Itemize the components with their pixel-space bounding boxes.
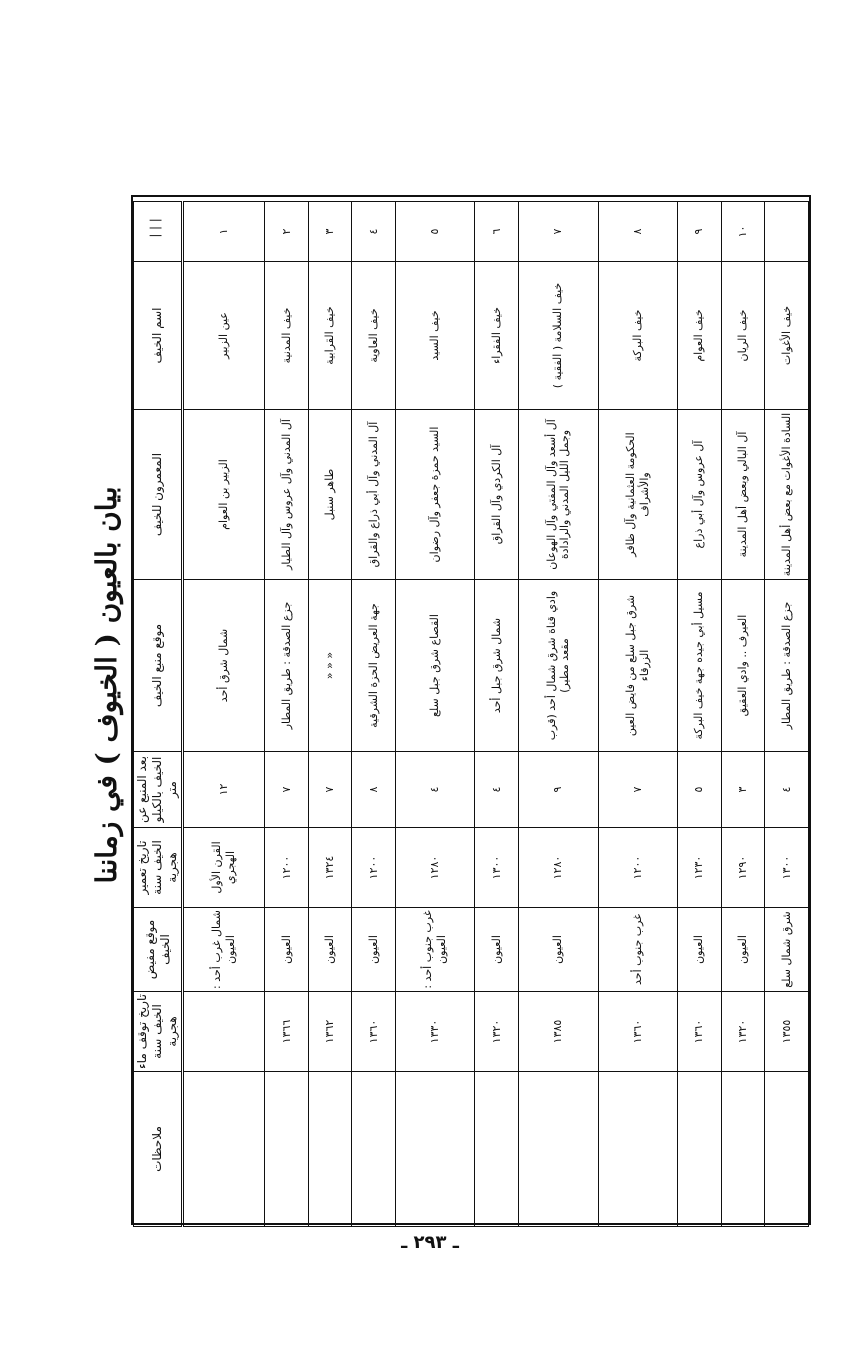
distance-km-cell: ٥: [678, 752, 722, 828]
outlet-location-cell: العيون: [678, 908, 722, 992]
built-year-cell: ١٣٢٤: [308, 828, 352, 908]
header-notes: ملاحظات: [134, 1072, 183, 1227]
row-number-cell: ٣: [308, 202, 352, 262]
distance-km-cell: ١٢: [183, 752, 265, 828]
table-row: [308, 202, 352, 1227]
distance-km-cell: ٤: [475, 752, 519, 828]
outlet-location-cell: شمال غرب أحد : العيون: [183, 908, 265, 992]
builders-cell: السيد حمزة جعفر وآل رضوان: [395, 410, 474, 580]
table-row: [475, 202, 519, 1227]
header-outlet: موقع مفيض الخيف: [134, 908, 183, 992]
header-index: [134, 202, 183, 262]
table-body: [183, 202, 809, 1227]
stopped-year-cell: ١٣٦٢: [308, 992, 352, 1072]
spring-name-cell: عين الزبير: [183, 262, 265, 410]
stopped-year-cell: ١٣٦٠: [352, 992, 396, 1072]
row-number-cell: ٦: [475, 202, 519, 262]
builders-cell: آل أسعد وآل المفتي وآل الهوعان وجمل الليل المدني والرادادة: [519, 410, 598, 580]
distance-km-cell: ٩: [519, 752, 598, 828]
stopped-year-cell: ١٣٢٠: [475, 992, 519, 1072]
spring-name-cell: خيف العوام: [678, 262, 722, 410]
stopped-year-cell: ١٣٦٦: [265, 992, 309, 1072]
source-location-cell: القصاع شرق جبل سلع: [395, 580, 474, 752]
spring-name-cell: خيف السيد: [395, 262, 474, 410]
page-title: بيان بالعيون ( الخيوف ) في زماننا: [90, 486, 123, 884]
row-number-cell: ٩: [678, 202, 722, 262]
row-number-cell: ٢: [265, 202, 309, 262]
table-row: [765, 202, 809, 1227]
builders-cell: طاهر سنبل: [308, 410, 352, 580]
builders-cell: آل البالي وبعض أهل المدينة: [721, 410, 765, 580]
table-row: [395, 202, 474, 1227]
row-number-cell: ٤: [352, 202, 396, 262]
outlet-location-cell: غرب جنوب أحد : العيون: [395, 908, 474, 992]
source-location-cell: العيرف .. وادي العقيق: [721, 580, 765, 752]
rotated-table-container: [133, 197, 813, 1227]
spring-name-cell: خيف البركة: [598, 262, 677, 410]
spring-name-cell: خيف العاوية: [352, 262, 396, 410]
header-name: اسم الخيف: [134, 262, 183, 410]
table-row: [598, 202, 677, 1227]
header-built: تاريخ تعمير الخيف سنة هجرية: [134, 828, 183, 908]
notes-cell: [721, 1072, 765, 1227]
page-number: ـ ٢٩٣ ـ: [401, 1232, 459, 1253]
row-number-cell: ٨: [598, 202, 677, 262]
builders-cell: الزبير بن العوام: [183, 410, 265, 580]
built-year-cell: ١٢٠٠: [265, 828, 309, 908]
builders-cell: آل المدني وآل أبي ذراع والقراق: [352, 410, 396, 580]
notes-cell: [475, 1072, 519, 1227]
outlet-location-cell: العيون: [475, 908, 519, 992]
notes-cell: [765, 1072, 809, 1227]
table-row: [265, 202, 309, 1227]
row-number-cell: ٥: [395, 202, 474, 262]
distance-km-cell: ٤: [765, 752, 809, 828]
outlet-location-cell: غرب جنوب أحد: [598, 908, 677, 992]
stopped-year-cell: ١٣٢٠: [721, 992, 765, 1072]
builders-cell: الحكومة العثمانية وآل ظافر والأشراف: [598, 410, 677, 580]
notes-cell: [265, 1072, 309, 1227]
builders-cell: آل المدني وآل عروس وآل الطيار: [265, 410, 309, 580]
built-year-cell: ١٢٨٠: [519, 828, 598, 908]
springs-table: [133, 201, 809, 1227]
header-builders: المعمرون للخيف: [134, 410, 183, 580]
spring-name-cell: خيف الريان: [721, 262, 765, 410]
table-frame: [131, 195, 811, 1225]
notes-cell: [308, 1072, 352, 1227]
row-number-cell: ٧: [519, 202, 598, 262]
source-location-cell: جهة العريض الحزة الشرقية: [352, 580, 396, 752]
header-stopped: تاريخ توقف ماء الخيف سنة هجرية: [134, 992, 183, 1072]
source-location-cell: « « «: [308, 580, 352, 752]
distance-km-cell: ٤: [395, 752, 474, 828]
table-row: [678, 202, 722, 1227]
builders-cell: آل عروس وآل أبي ذراع: [678, 410, 722, 580]
distance-km-cell: ٨: [352, 752, 396, 828]
source-location-cell: شمال شرق جبل أحد: [475, 580, 519, 752]
header-row: [134, 202, 183, 1227]
notes-cell: [352, 1072, 396, 1227]
source-location-cell: وادي قناة شرق شمال أحد (قرب مقعد مطير): [519, 580, 598, 752]
built-year-cell: ١٢٩٠: [721, 828, 765, 908]
spring-name-cell: خيف الفقراء: [475, 262, 519, 410]
stopped-year-cell: ١٣٦٠: [678, 992, 722, 1072]
spring-name-cell: خيف الأغوات: [765, 262, 809, 410]
built-year-cell: ١٢٨٠: [395, 828, 474, 908]
source-location-cell: مسيل أبي جيده جهة خيف البركة: [678, 580, 722, 752]
header-source: موقع منبع الخيف: [134, 580, 183, 752]
notes-cell: [183, 1072, 265, 1227]
built-year-cell: ١٣٠٠: [475, 828, 519, 908]
table-row: [519, 202, 598, 1227]
distance-km-cell: ٧: [308, 752, 352, 828]
stopped-year-cell: ١٣٣٠: [395, 992, 474, 1072]
distance-km-cell: ٧: [598, 752, 677, 828]
table-row: [352, 202, 396, 1227]
distance-km-cell: ٧: [265, 752, 309, 828]
notes-cell: [519, 1072, 598, 1227]
built-year-cell: ١٢٠٠: [352, 828, 396, 908]
outlet-location-cell: العيون: [721, 908, 765, 992]
spring-name-cell: خيف المدنية: [265, 262, 309, 410]
row-number-cell: ١٠: [721, 202, 765, 262]
distance-km-cell: ٣: [721, 752, 765, 828]
built-year-cell: القرن الأول الهجري: [183, 828, 265, 908]
source-location-cell: جزع الصدقة : طريق المطار: [265, 580, 309, 752]
source-location-cell: شرق جبل سلع من فايض العين الزرقاء: [598, 580, 677, 752]
stopped-year-cell: ١٣٦٠: [598, 992, 677, 1072]
notes-cell: [678, 1072, 722, 1227]
builders-cell: السادة الأغوات مع بعض أهل المدينة: [765, 410, 809, 580]
row-number-cell: [765, 202, 809, 262]
notes-cell: [598, 1072, 677, 1227]
header-distance: بعد المنبع عن الخيف بالكيلو متر: [134, 752, 183, 828]
row-number-cell: ١: [183, 202, 265, 262]
source-location-cell: شمال شرق أحد: [183, 580, 265, 752]
spring-name-cell: خيف السلامة ( الفقية ): [519, 262, 598, 410]
built-year-cell: ١٣٠٠: [765, 828, 809, 908]
table-row: [721, 202, 765, 1227]
builders-cell: آل الكردي وآل القراق: [475, 410, 519, 580]
built-year-cell: ١٢٠٠: [598, 828, 677, 908]
notes-cell: [395, 1072, 474, 1227]
built-year-cell: ١٢٣٠: [678, 828, 722, 908]
index-marks: ▕▕▕: [151, 219, 163, 244]
outlet-location-cell: شرق شمال سلع: [765, 908, 809, 992]
spring-name-cell: خيف القرابية: [308, 262, 352, 410]
outlet-location-cell: العيون: [352, 908, 396, 992]
outlet-location-cell: العيون: [519, 908, 598, 992]
outlet-location-cell: العيون: [308, 908, 352, 992]
table-row: [183, 202, 265, 1227]
source-location-cell: جزع الصدقة : طريق المطار: [765, 580, 809, 752]
stopped-year-cell: ١٣٥٥: [765, 992, 809, 1072]
stopped-year-cell: ١٣٨٥: [519, 992, 598, 1072]
outlet-location-cell: العيون: [265, 908, 309, 992]
stopped-year-cell: [183, 992, 265, 1072]
